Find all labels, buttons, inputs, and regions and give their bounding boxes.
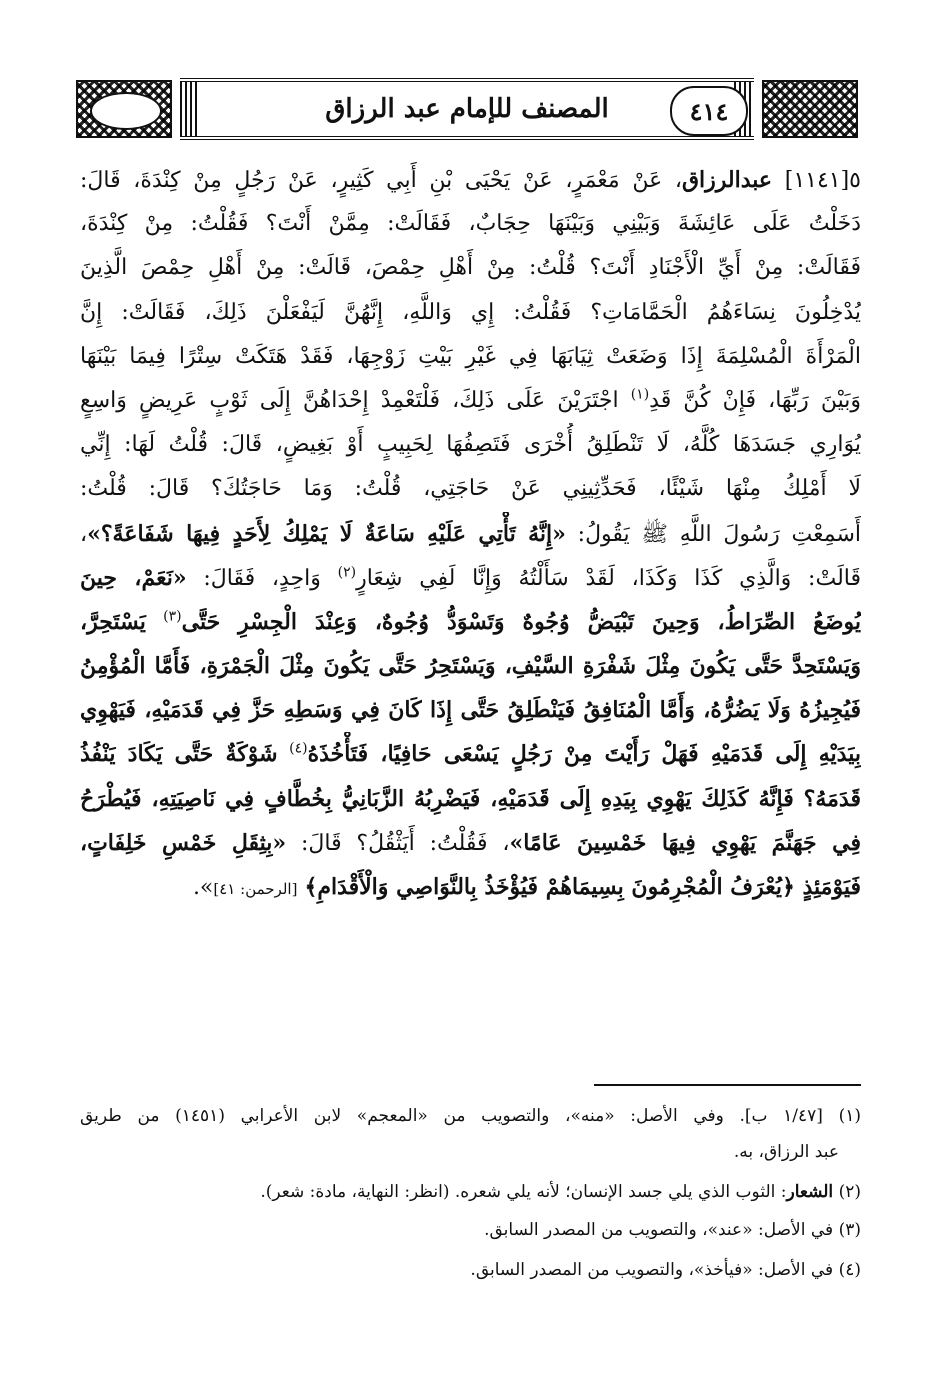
text-line-6: وَبَيْنَ رَبِّهَا، فَإِنْ كُنَّ قَدِ$^{(١)}$ اجْتَرَيْنَ عَلَى ذَلِكَ، فَلْتَعْمِدْ إِحْدَاهُنَّ إِلَى ثَوْبٍ عَرِيضٍ وَاسِعٍ [80, 386, 861, 413]
footnote-separator [594, 1084, 861, 1086]
text-line-4: يُدْخِلُونَ نِسَاءَهُمُ الْحَمَّامَاتِ؟ فَقُلْتُ: إِي وَاللَّهِ، إِنَّهُنَّ لَيَفْعَلْنَ ذَلِكَ، فَقَالَتْ: إِنَّ [80, 299, 861, 325]
footnote-3: (٣) في الأصل: «عند»، والتصويب من المصدر السابق. [484, 1220, 861, 1240]
text-line-8: لَا أَمْلِكُ مِنْهَا شَيْئًا، فَحَدِّثِينِي عَنْ حَاجَتِي، قُلْتُ: وَمَا حَاجَتُكَ؟ قَالَ: قُلْتُ: [80, 476, 861, 502]
text-line-1: ٥[١١٤١] عبدالرزاق، عَنْ مَعْمَرٍ، عَنْ يَحْيَى بْنِ أَبِي كَثِيرٍ، عَنْ رَجُلٍ مِنْ كِنْدَةَ، قَالَ: [80, 167, 861, 193]
footnote-2: (٢) الشعار: الثوب الذي يلي جسد الإنسان؛ لأنه يلي شعره. (انظر: النهاية، مادة: شعر). [260, 1182, 861, 1202]
header-title-band [180, 78, 754, 140]
prophetic-quote: «إِنَّهُ تَأْتِي عَلَيْهِ سَاعَةٌ لَا يَمْلِكُ لِأَحَدٍ فِيهَا شَفَاعَةً؟» [87, 520, 566, 547]
text-line-3: فَقَالَتْ: مِنْ أَيِّ الْأَجْنَادِ أَنْتَ؟ قُلْتُ: مِنْ أَهْلِ حِمْصَ، قَالَتْ: مِنْ أَهْلِ حِمْصَ الَّذِينَ [80, 255, 861, 281]
footnote-4: (٤) في الأصل: «فيأخذ»، والتصويب من المصدر السابق. [470, 1260, 861, 1280]
logo-cartouche [90, 92, 162, 130]
text-line-9: أَسَمِعْتِ رَسُولَ اللَّهِ ﷺ يَقُولُ: «إِنَّهُ تَأْتِي عَلَيْهِ سَاعَةٌ لَا يَمْلِكُ لِأَحَدٍ فِيهَا شَفَاعَةً؟»، [80, 520, 861, 547]
page-header [76, 74, 858, 144]
text-line-15: قَدَمَهُ؟ فَإِنَّهُ كَذَلِكَ يَهْوِي بِيَدِهِ إِلَى قَدَمَيْهِ، فَيَضْرِبُهُ الزَّبَانِيُّ بِخُطَّافٍ فِي نَاصِيَتِهِ، فَيُطْرَحُ [80, 785, 861, 812]
text-line-5: الْمَرْأَةَ الْمُسْلِمَةَ إِذَا وَضَعَتْ ثِيَابَهَا فِي غَيْرِ بَيْتِ زَوْجِهَا، فَقَدْ هَتَكَتْ سِتْرًا فِيمَا بَيْنَهَا [80, 343, 861, 369]
footnote-marker-2: (٢) [337, 564, 357, 581]
page-number: ٤١٤ [689, 96, 729, 126]
band-pattern-left [180, 82, 200, 136]
text-line-2: دَخَلْتُ عَلَى عَائِشَةَ وَبَيْنِي وَبَيْنَهَا حِجَابٌ، فَقَالَتْ: مِمَّنْ أَنْتَ؟ فَقُلْتُ: مِنْ كِنْدَةَ، [80, 211, 861, 237]
footnote-marker-1: (١) [630, 386, 650, 403]
text-line-13: فَيُجِيزُهُ وَلَا يَضُرُّهُ، وَأَمَّا الْمُنَافِقُ فَيَنْطَلِقُ حَتَّى إِذَا كَانَ فِي وَسَطِهِ حَزَّ فِي قَدَمَيْهِ، فَيَهْوِي [80, 697, 861, 724]
running-title: المصنف للإمام عبد الرزاق [325, 94, 609, 124]
hadith-body [80, 158, 861, 909]
header-ornament-left [76, 80, 172, 138]
text-line-17: فَيَوْمَئِذٍ ﴿يُعْرَفُ الْمُجْرِمُونَ بِسِيمَاهُمْ فَيُؤْخَذُ بِالنَّوَاصِي وَالْأَقْدَامِ﴾ [الرحمن: ٤١]». [192, 874, 861, 900]
text-line-16: فِي جَهَنَّمَ يَهْوِي فِيهَا خَمْسِينَ عَامًا»، فَقُلْتُ: أَيَثْقُلُ؟ قَالَ: «بِثِقَلِ خَمْسِ خَلِفَاتٍ، [80, 829, 861, 856]
header-ornament-right [762, 80, 858, 138]
text-line-11: يُوضَعُ الصِّرَاطُ، وَحِينَ تَبْيَضُّ وُجُوهٌ وَتَسْوَدُّ وُجُوهٌ، وَعِنْدَ الْجِسْرِ حَتَّى$^{(٣)}$ يَسْتَحِرَّ، [80, 608, 861, 635]
footnote-1: (١) [١/٤٧ ب]. وفي الأصل: «منه»، والتصويب من «المعجم» لابن الأعرابي (١٤٥١) من طريق [80, 1106, 861, 1126]
text-line-14: بِيَدَيْهِ إِلَى قَدَمَيْهِ فَهَلْ رَأَيْتَ مِنْ رَجُلٍ يَسْعَى حَافِيًا، فَتَأْخُذَهُ$^{(٤)}$ شَوْكَةٌ حَتَّى يَكَادَ يَنْفُذُ [80, 741, 861, 768]
text-line-10: قَالَتْ: وَالَّذِي كَذَا وَكَذَا، لَقَدْ سَأَلْتُهُ وَإِنَّا لَفِي شِعَارٍ$^{(٢)}$ وَاحِدٍ، فَقَالَ: «نَعَمْ، حِينَ [80, 564, 861, 591]
page-number-frame [670, 86, 748, 136]
text-line-7: يُوَارِي جَسَدَهَا كُلَّهُ، لَا تَنْطَلِقُ أُخْرَى فَتَصِفُهَا لِحَبِيبٍ أَوْ بَغِيضٍ، قَالَ: قُلْتُ لَهَا: إِنِّي [80, 432, 861, 458]
footnote-marker-4: (٤) [289, 741, 308, 758]
footnote-1-continued: عبد الرزاق، به. [733, 1142, 839, 1162]
narrator-ref: عبدالرزاق [681, 167, 773, 193]
footnote-marker-3: (٣) [163, 608, 182, 625]
verse-citation: [الرحمن: ٤١] [213, 880, 298, 898]
quran-verse: فَيَوْمَئِذٍ ﴿يُعْرَفُ الْمُجْرِمُونَ بِسِيمَاهُمْ فَيُؤْخَذُ بِالنَّوَاصِي وَالْأَقْدَامِ﴾ [304, 874, 861, 900]
footnotes [80, 1098, 861, 1290]
text-line-12: وَيَسْتَحِدَّ حَتَّى يَكُونَ مِثْلَ شَفْرَةِ السَّيْفِ، وَيَسْتَحِرُ حَتَّى يَكُونَ مِثْلَ الْجَمْرَةِ، فَأَمَّا الْمُؤْمِنُ [80, 653, 861, 680]
